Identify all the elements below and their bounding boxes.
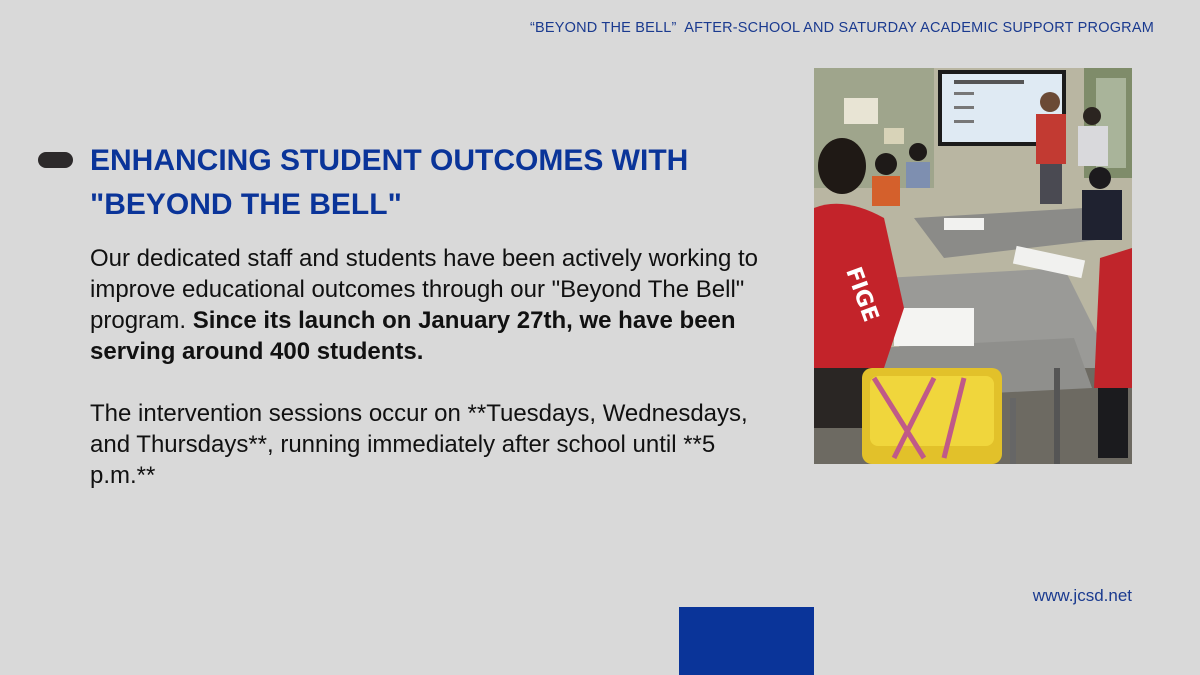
paragraph-schedule: The intervention sessions occur on **Tuesdays, Wednesdays, and Thursdays**, running immediately after school until **5 p.m.**	[90, 400, 748, 489]
title-bullet-pill	[38, 152, 73, 168]
website-link[interactable]: www.jcsd.net	[1032, 586, 1132, 605]
title-line-1: ENHANCING STUDENT OUTCOMES WITH	[90, 144, 689, 177]
slide-body	[90, 243, 780, 491]
svg-text:FIGE: FIGE	[840, 263, 883, 326]
decorative-blue-block	[679, 607, 814, 675]
slide-title	[90, 139, 790, 227]
paragraph-launch-text: Our dedicated staff and students have been actively working to improve educational outcomes through our "Beyond The Bell" program.	[90, 245, 758, 334]
classroom-photo	[814, 68, 1132, 464]
paragraph-launch	[90, 243, 780, 367]
title-line-2: "BEYOND THE BELL"	[90, 188, 402, 221]
paragraph-launch-bold: Since its launch on January 27th, we have been serving around 400 students.	[90, 307, 736, 365]
program-header: “BEYOND THE BELL” AFTER-SCHOOL AND SATURDAY ACADEMIC SUPPORT PROGRAM	[530, 20, 1154, 36]
